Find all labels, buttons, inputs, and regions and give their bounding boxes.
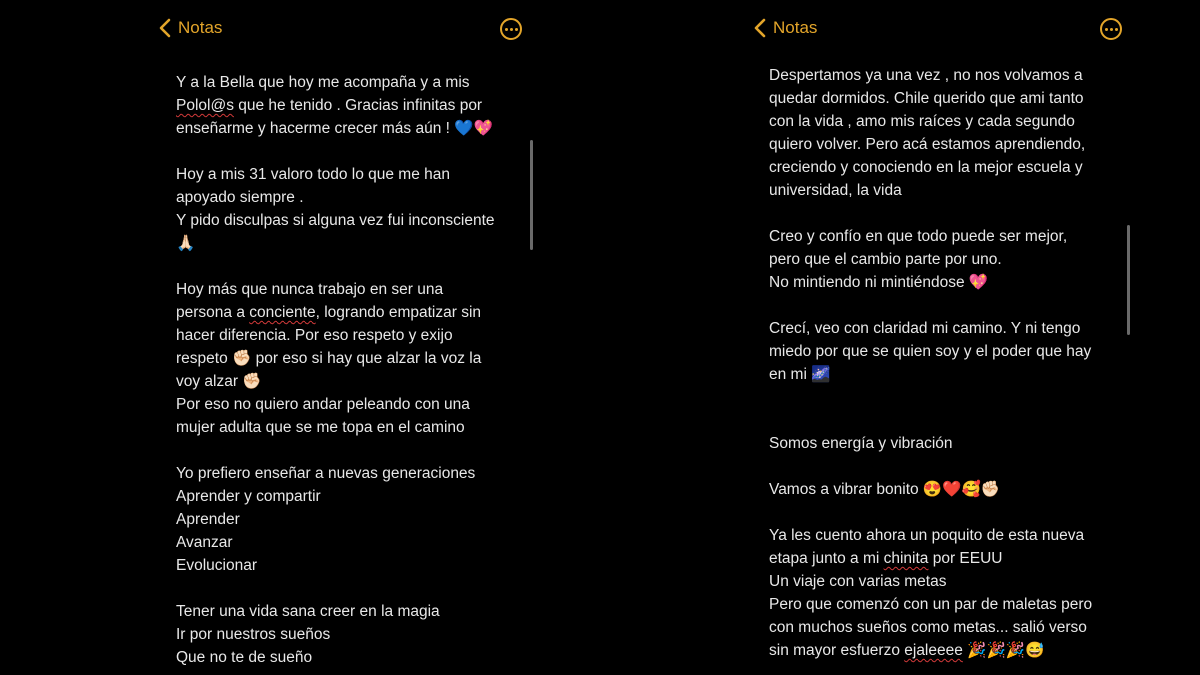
note-panel-right [745,0,1130,675]
chevron-left-icon [158,18,172,38]
more-options-button[interactable] [500,18,522,40]
misspelled-word[interactable]: chinita [883,550,929,567]
ellipsis-circle-icon [505,28,508,31]
note-body[interactable]: Despertamos ya una vez , no nos volvamos a quedar dormidos. Chile querido que ami tanto con la vida , amo mis raíces y cada segundo quiero volver. Pero acá estamos aprendiendo, creciendo y conociendo en la mejor escuela y universidad, la vida Creo y confío en que todo puede ser mejor, pero que el cambio parte por uno. No mintiendo ni mintiéndose 💖 Crecí, veo con claridad mi camino. Y ni tengo miedo por que se quien soy y el poder que hay en mi 🌌 Somos energía y vibración Vamos a vibrar bonito 😍❤️🥰✊🏻 Ya les cuento ahora un poquito de esta nueva etapa junto a mi chinita por EEUU Un viaje con varias metas Pero que comenzó con un par de maletas pero con muchos sueños como metas... salió verso sin mayor esfuerzo ejaleeee 🎉🎉🎉😅 [769,67,1093,659]
nav-bar [745,14,1130,46]
misspelled-word[interactable]: Polol@s [176,97,234,114]
more-options-button[interactable] [1100,18,1122,40]
note-panel-left [150,0,530,675]
back-label: Notas [773,18,818,37]
scrollbar[interactable] [530,140,533,250]
chevron-left-icon [753,18,767,38]
misspelled-word[interactable]: conciente [249,304,316,321]
nav-bar [150,14,530,46]
back-button[interactable] [158,18,222,38]
back-label: Notas [178,18,223,37]
ellipsis-circle-icon [1105,28,1108,31]
scrollbar[interactable] [1127,225,1130,335]
misspelled-word[interactable]: ejaleeee [904,642,963,659]
back-button[interactable] [753,18,817,38]
note-body[interactable]: Y a la Bella que hoy me acompaña y a mis Polol@s que he tenido . Gracias infinitas por enseñarme y hacerme crecer más aún ! 💙💖 Hoy a mis 31 valoro todo lo que me han apoyado siempre . Y pido disculpas si alguna vez fui inconsciente 🙏🏻 Hoy más que nunca trabajo en ser una persona a conciente, logrando empatizar sin hacer diferencia. Por eso respeto y exijo respeto ✊🏻 por eso si hay que alzar la voz la voy alzar ✊🏻 Por eso no quiero andar peleando con una mujer adulta que se me topa en el camino Yo prefiero enseñar a nuevas generaciones Aprender y compartir Aprender Avanzar Evolucionar Tener una vida sana creer en la magia Ir por nuestros sueños Que no te de sueño [176,74,495,666]
